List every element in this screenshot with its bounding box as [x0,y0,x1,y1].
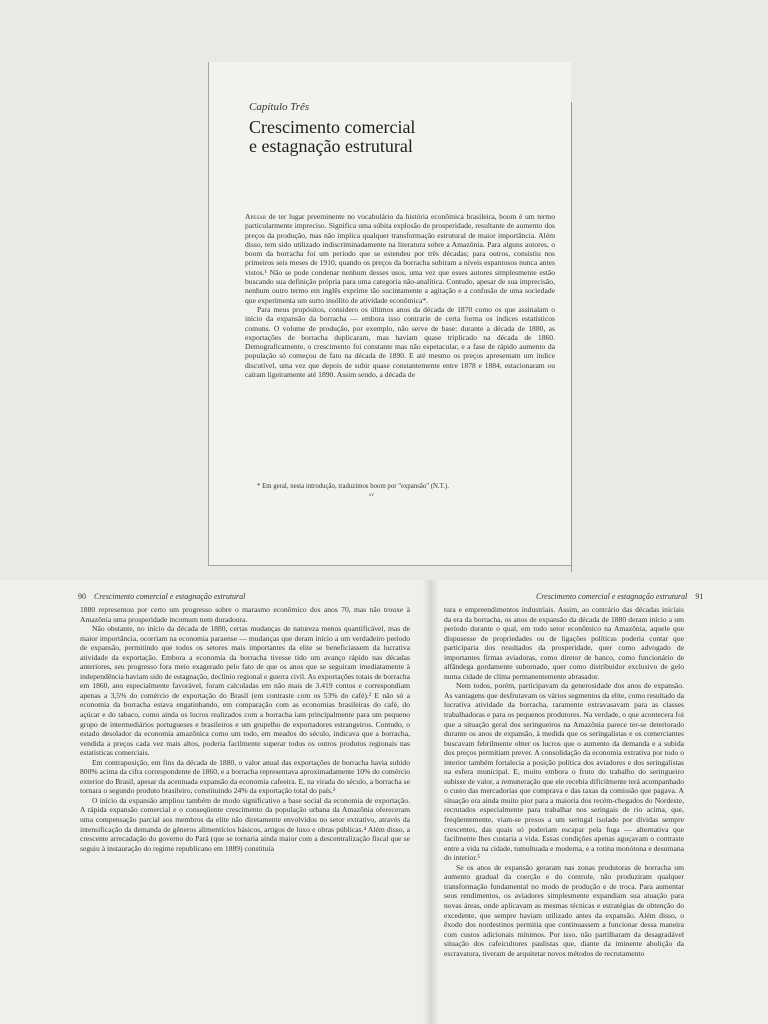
paragraph [245,212,555,305]
book-spread [0,580,768,1024]
footnote: * Em geral, nesta introdução, traduzimos boom por "expansão" (N.T.). [257,483,449,490]
chapter-opening-page [208,62,571,566]
paragraph-lead: Apesar [245,212,267,221]
paragraph-text: Para meus propósitos, considero os últimos anos da década de 1870 como os que assinalam o início da expansão da borracha — embora isso contrarie de certa forma os índices estatísticos comuns. O volume de produção, por exemplo, não serve de base: durante a década de 1880, as exportações de borracha duplicaram, mas haviam quase triplicado na década de 1860. Demograficamente, o crescimento foi constante mas não espetacular, e a fase de rápido aumento da população só começou de fato na década de 1890. E até mesmo os preços apresentam um índice discutível, uma vez que depois de subir quase constantemente entre 1878 e 1884, estacionaram ou caíram ligeiramente até 1890. Assim sendo, a década de [245,304,555,380]
chapter-title-line-1: Crescimento comercial [249,117,416,137]
paragraph [245,305,555,379]
paragraph-text: de ter lugar preeminente no vocabulário da história econômica brasileira, boom é um termo particularmente impreciso. Significa uma súbita explosão de prosperidade, resultante de aumento dos preços da produção, mas não implica qualquer transformação estrutural de maior importância. Além disso, tem sido utilizado indiscriminadamente na literatura sobre a Amazônia. Para alguns autores, o boom da borracha foi um período que se estendeu por três décadas; para outros, consistiu nos primeiros seis meses de 1910, quando os preços da borracha subiram a níveis espantosos nunca antes vistos.¹ Não se pode condenar nenhum desses usos, uma vez que esses autores simplesmente estão buscando sua definição própria para uma categoria não-analítica. Contudo, apesar de sua imprecisão, nenhum outro termo em inglês exprime tão sucintamente a agitação e a confusão de uma sociedade que experimenta um surto insólito de atividade econômica*. [245,212,555,305]
paragraph: Nem todos, porém, participavam da generosidade dos anos de expansão. As vantagens que desfrutavam os vários segmentos da elite, como resultado da lucrativa atividade da borracha, raramente extravasavam para as classes trabalhadoras e para os pequenos produtores. Na verdade, o que acontecera foi que a situação geral dos seringueiros na Amazônia parece ter-se deteriorado durante os anos de expansão, à medida que os seringalistas e os comerciantes buscavam febrilmente obter os lucros que o aumento da demanda e a subida dos preços permitiam prever. A consolidação da economia extrativa por todo o interior também fortalecia a posição política dos aviadores e dos seringalistas na esfera municipal. E, muito embora o fruto do trabalho do seringueiro subisse de valor, a remuneração que ele recebia dificilmente terá acompanhado o custo das mercadorias que comprava e das taxas da comissão que pagava. A situação era ainda muito pior para a maioria dos recém-chegados do Nordeste, recrutados especialmente para trabalhar nos seringais de rio acima, que, freqüentemente, viam-se presos a um seringal isolado por dívidas sempre crescentes, das quais só poderiam escapar pela fuga — alternativa que facilmente lhes custaria a vida. Essas condições apenas aguçavam o contraste entre a vida na cidade, tumultuada e moderna, e a rotina monótona e desumana do interior.⁵ [444,681,684,863]
chapter-title [249,118,415,156]
left-running-head [78,592,245,601]
right-page-text [444,605,684,958]
paragraph: Se os anos de expansão geraram nas zonas produtoras de borracha um aumento gradual da coerção e do controle, não produziram qualquer transformação fundamental no modo de produção e de troca. Para aumentar seus rendimentos, os aviadores simplesmente expandiam sua atuação para novas áreas, onde aplicavam as mesmas técnicas e estratégias de obtenção do excedente, que sempre haviam utilizado antes da expansão. Além disso, o êxodo dos nordestinos permitia que continuassem a funcionar dessa maneira com custos adicionais mínimos. Por isso, não partilharam da desagradável situação dos cafeicultores paulistas que, diante da iminente abolição da escravatura, tiveram de arquitetar novos métodos de recrutamento [444,862,684,958]
right-running-head [536,592,703,601]
paragraph: tura e empreendimentos industriais. Assim, ao contrário das décadas iniciais da era da borracha, os anos de expansão da década de 1880 deram início a um período durante o qual, em todo setor econômico na Amazônia, aquele que dispusesse de propriedades ou de ligações políticas poderia contar que participaria dos resultados da prosperidade, quer como advogado de importantes firmas aviadoras, como diretor de banco, como funcionário de alfândega gordamente subornado, quer como distribuidor exclusivo de gelo numa cidade de clima permanentemente abrasador. [444,605,684,681]
chapter-label: Capítulo Três [249,101,310,113]
page-number: xv [369,492,374,498]
paragraph: Não obstante, no início da década de 1880, certas mudanças de natureza menos quantificável, mas de maior importância, ocorriam na economia paraense — mudanças que deram início a um verdadeiro período de expansão, permitindo que todos os setores mais importantes da elite se beneficiassem da lucrativa atividade da exportação. Embora a economia da borracha tivesse tido um avanço rápido nas décadas anteriores, seu progresso fora meio exagerado pelo fato de que os anos que se seguiram imediatamente à independência haviam sido de estagnação, declínio regional e guerra civil. As exportações totais de borracha em 1860, ano especialmente favorável, foram calculadas em não mais de 3.419 contos e correspondiam apenas a 3,5% do comércio de exportação do Brasil (em contraste com os 53% do café).² E não só a economia da borracha estava engatinhando, em comparação com as economias brasileiras do café, do açúcar e do tabaco, como ainda os lucros realizados com a borracha iam principalmente para um pequeno grupo de intermediários portugueses e brasileiros e um grupelho de exportadores estrangeiros. Contudo, o estado desolador da economia amazônica como um todo, em meados do século, indicava que a borracha, vendida a preços cada vez mais altos, poderia facilmente superar todos os outros produtos regionais nas estatísticas comerciais. [80,624,410,758]
paragraph: Em contraposição, em fins da década de 1880, o valor anual das exportações de borracha havia subido 800% acima da cifra correspondente de 1860, e a borracha representava aproximadamente 10% do comércio exterior do Brasil, apesar da acentuada expansão da economia cafeeira. E, na virada do século, a borracha se tornara o segundo produto brasileiro, constituindo 24% da exportação total do país.³ [80,757,410,796]
left-page-number: 90 [78,592,86,601]
left-page-text [80,605,410,853]
chapter-title-line-2: e estagnação estrutural [249,136,413,156]
left-running-head-text: Crescimento comercial e estagnação estrutural [94,592,246,601]
chapter-body [245,212,555,379]
right-page-number: 91 [695,592,704,601]
gutter-shadow [423,580,439,1024]
paragraph: 1880 representou por certo um progresso sobre o marasmo econômico dos anos 70, mas não trouxe à Amazônia uma prosperidade incomum nem duradoura. [80,605,410,624]
right-running-head-text: Crescimento comercial e estagnação estrutural [536,592,688,601]
paragraph: O início da expansão ampliou também de modo significativo a base social da economia de exportação. A rápida expansão comercial e o conseqüente crescimento da população urbana da Amazônia ofereceram uma compensação parcial aos membros da elite não diretamente envolvidos no setor extrativo, através da intensificação da demanda de gêneros alimentícios básicos, artigos de luxo e obras públicas.⁴ Além disso, a crescente arrecadação do governo do Pará (que se tornaria ainda maior com a descentralização fiscal que se seguiu à instauração do regime republicano em 1889) constituía [80,795,410,853]
